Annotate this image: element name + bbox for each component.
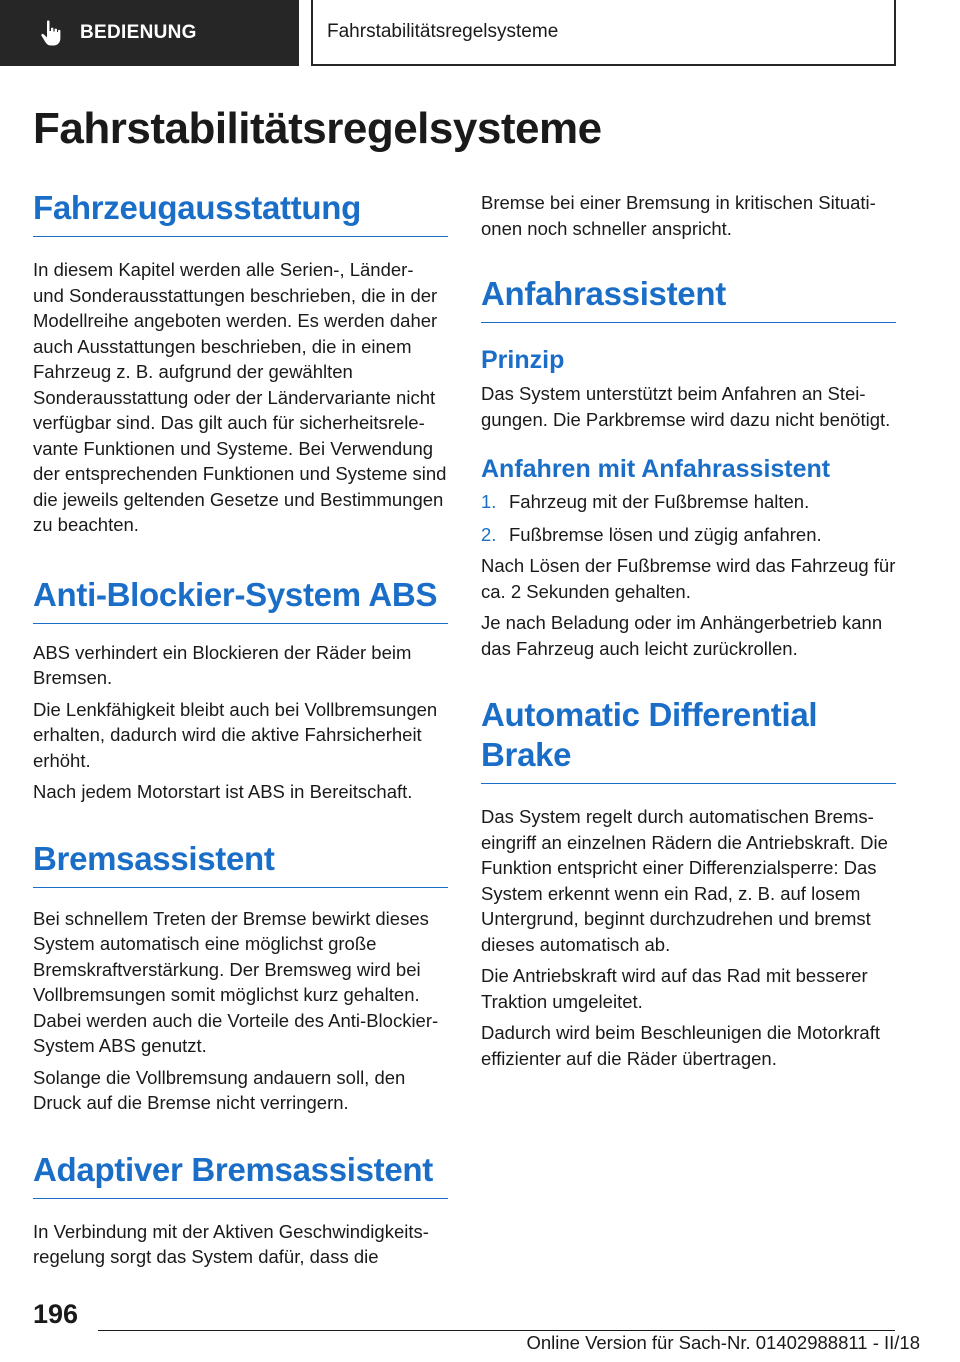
chapter-label: Fahrstabilitätsregelsysteme: [327, 21, 559, 42]
page-number: 196: [33, 1299, 79, 1329]
heading-prinzip: Prinzip: [481, 346, 565, 374]
prinzip-body: Das System unterstützt beim Anfahren an Steigungen. Die Parkbremse wird dazu nicht benötigt.: [481, 383, 891, 430]
heading-automatic-differential-brake: Automatic Differential Brake: [481, 695, 896, 784]
adb-paragraph-3: Dadurch wird beim Beschleunigen die Motorkraft effizienter auf die Räder übertragen.: [481, 1022, 880, 1069]
heading-anfahren-mit-anfahrassistent: Anfahren mit Anfahrassistent: [481, 455, 831, 483]
heading-fahrzeugausstattung: Fahrzeugausstattung: [33, 188, 448, 237]
right-column: [481, 190, 896, 1071]
abs-paragraph-3: Nach jedem Motorstart ist ABS in Bereitschaft.: [33, 781, 413, 802]
abs-paragraph-1: ABS verhindert ein Blockieren der Räder beim Bremsen.: [33, 641, 412, 688]
abs-paragraph-2: Die Lenkfähigkeit bleibt auch bei Vollbremsungen erhalten, dadurch wird die aktive Fahrsicherheit erhöht.: [33, 698, 438, 771]
list-item: [481, 522, 896, 548]
list-item-text: Fußbremse lösen und zügig anfahren.: [509, 523, 822, 545]
bremsassistent-paragraph-2: Solange die Vollbremsung andauern soll, den Druck auf die Bremse nicht verringern.: [33, 1066, 406, 1113]
chapter-tab: [311, 0, 896, 66]
page-header: [0, 0, 960, 66]
heading-anfahrassistent: Anfahrassistent: [481, 274, 896, 323]
left-column: [33, 188, 448, 1270]
list-item: [481, 489, 896, 515]
heading-bremsassistent: Bremsassistent: [33, 839, 448, 888]
section-label: BEDIENUNG: [80, 22, 197, 43]
adaptiver-paragraph-continued: Bremse bei einer Bremsung in kritischen Situationen noch schneller anspricht.: [481, 192, 876, 239]
hand-pointer-icon: [40, 19, 62, 47]
adb-paragraph-1: Das System regelt durch automatischen Bremseingriff an einzelnen Rädern die Antriebskraft. Die Funktion entspricht einer Differenzialsperre: Das System erkennt wenn ein Rad, z. B. auf losem Untergrund, beginnt durchzudrehen und bremst dieses automatisch ab.: [481, 806, 888, 955]
list-item-number: 2.: [481, 523, 497, 545]
list-item-text: Fahrzeug mit der Fußbremse halten.: [509, 491, 810, 512]
heading-abs: Anti-Blockier-System ABS: [33, 575, 448, 624]
section-tab: [0, 0, 299, 66]
fahrzeugausstattung-body: In diesem Kapitel werden alle Serien-, Länder- und Sonderausstattungen beschrieben, die in der Modellreihe angeboten werden. Es werden daher auch Ausstattungen beschrieben, die in einem Fahrzeug z. B. aufgrund der gewählten Sonderausstattung oder der Ländervariante nicht verfügbar sind. Das gilt auch für sicherheitsrelevante Funktionen und Systeme. Bei Verwendung der entsprechenden Funktionen und Systeme sind die jeweils geltenden Gesetze und Bestimmungen zu beachten.: [33, 259, 447, 535]
list-item-number: 1.: [481, 491, 497, 512]
anfahrassistent-paragraph-1: Nach Lösen der Fußbremse wird das Fahrzeug für ca. 2 Sekunden gehalten.: [481, 555, 896, 602]
page-title: Fahrstabilitätsregelsysteme: [33, 104, 602, 153]
anfahrassistent-paragraph-2: Je nach Beladung oder im Anhängerbetrieb kann das Fahrzeug auch leicht zurückrollen.: [481, 612, 883, 659]
footer-version: Online Version für Sach-Nr. 01402988811 - II/18: [526, 1332, 920, 1353]
adb-paragraph-2: Die Antriebskraft wird auf das Rad mit besserer Traktion umgeleitet.: [481, 965, 868, 1012]
bremsassistent-paragraph-1: Bei schnellem Treten der Bremse bewirkt dieses System automatisch eine möglichst große Bremskraftverstärkung. Der Bremsweg wird bei Vollbremsungen somit möglichst kurz gehalten. Dabei werden auch die Vorteile des Anti-Blockier-System ABS genutzt.: [33, 907, 439, 1056]
adaptiver-paragraph-1: In Verbindung mit der Aktiven Geschwindigkeitsregelung sorgt das System dafür, dass die: [33, 1220, 429, 1267]
heading-adaptiver-bremsassistent: Adaptiver Bremsassistent: [33, 1150, 448, 1199]
steps-list: [481, 489, 896, 547]
footer-divider: [98, 1330, 895, 1331]
